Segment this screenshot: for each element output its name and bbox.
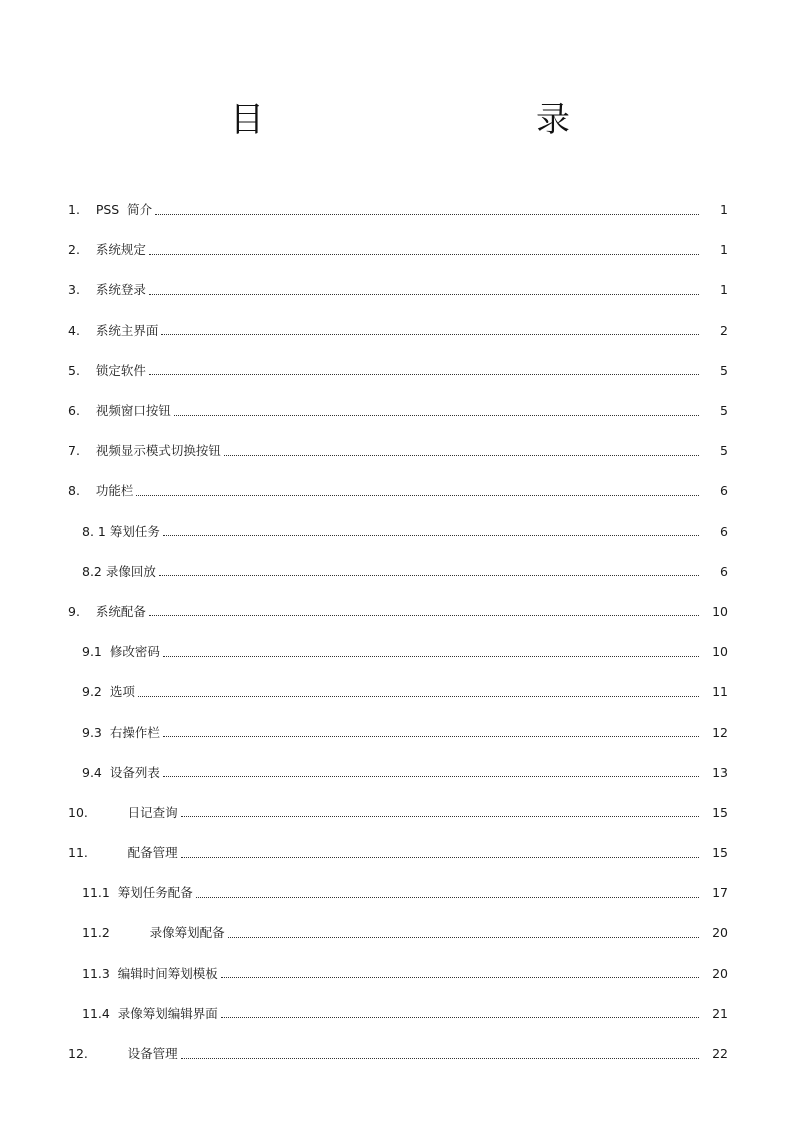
toc-dot-leader — [138, 696, 699, 697]
toc-dot-leader — [221, 1017, 699, 1018]
toc-entry[interactable] — [68, 391, 728, 431]
toc-dot-leader — [149, 294, 699, 295]
toc-entry-label: 9.4 设备列表 — [82, 764, 160, 780]
toc-entry-label: 5. 锁定软件 — [68, 362, 146, 378]
toc-entry-label: 11.3 编辑时间筹划模板 — [82, 965, 218, 981]
toc-entry[interactable] — [68, 632, 728, 672]
toc-entry-label: 9.3 右操作栏 — [82, 724, 160, 740]
toc-entry[interactable] — [68, 512, 728, 552]
toc-entry-page-number: 10 — [712, 603, 728, 619]
toc-entry-label: 11.4 录像筹划编辑界面 — [82, 1005, 218, 1021]
toc-dot-leader — [163, 656, 699, 657]
toc-dot-leader — [228, 937, 699, 938]
toc-entry[interactable] — [68, 913, 728, 953]
toc-entry-label: 8. 1 筹划任务 — [82, 523, 160, 539]
toc-entry-label: 1. PSS 简介 — [68, 202, 153, 218]
page-title: 目 录 — [230, 100, 638, 140]
toc-entry-page-number: 6 — [720, 523, 728, 539]
toc-dot-leader — [163, 776, 699, 777]
toc-dot-leader — [181, 857, 699, 858]
toc-entry-label: 4. 系统主界面 — [68, 322, 159, 338]
toc-dot-leader — [181, 1058, 699, 1059]
toc-dot-leader — [149, 254, 699, 255]
toc-entry-page-number: 5 — [720, 403, 728, 419]
toc-entry-label: 8. 功能栏 — [68, 483, 134, 499]
toc-entry-page-number: 2 — [720, 322, 728, 338]
toc-entry-page-number: 5 — [720, 443, 728, 459]
toc-entry-page-number: 1 — [720, 202, 728, 218]
toc-dot-leader — [159, 575, 699, 576]
toc-entry-page-number: 13 — [712, 764, 728, 780]
toc-entry[interactable] — [68, 190, 728, 230]
toc-entry[interactable] — [68, 994, 728, 1034]
toc-dot-leader — [221, 977, 699, 978]
toc-entry-page-number: 10 — [712, 644, 728, 660]
toc-entry[interactable] — [68, 873, 728, 913]
toc-entry-label: 11. 配备管理 — [68, 845, 178, 861]
toc-entry-label: 9. 系统配备 — [68, 603, 146, 619]
toc-entry-label: 2. 系统规定 — [68, 242, 146, 258]
toc-entry-page-number: 17 — [712, 885, 728, 901]
toc-entry-label: 8.2 录像回放 — [82, 563, 156, 579]
toc-entry-label: 6. 视频窗口按钮 — [68, 403, 171, 419]
toc-entry-page-number: 1 — [720, 242, 728, 258]
toc-dot-leader — [149, 374, 699, 375]
toc-entry[interactable] — [68, 954, 728, 994]
toc-dot-leader — [136, 495, 699, 496]
toc-entry-label: 12. 设备管理 — [68, 1046, 178, 1062]
toc-entry[interactable] — [68, 552, 728, 592]
toc-entry[interactable] — [68, 431, 728, 471]
toc-entry-page-number: 15 — [712, 804, 728, 820]
toc-entry[interactable] — [68, 793, 728, 833]
toc-entry-page-number: 21 — [712, 1005, 728, 1021]
toc-entry[interactable] — [68, 351, 728, 391]
toc-entry-page-number: 11 — [712, 684, 728, 700]
toc-entry-page-number: 20 — [712, 925, 728, 941]
toc-entry-page-number: 20 — [712, 965, 728, 981]
toc-entry[interactable] — [68, 230, 728, 270]
toc-entry[interactable] — [68, 592, 728, 632]
toc-entry-page-number: 6 — [720, 483, 728, 499]
toc-entry-page-number: 22 — [712, 1046, 728, 1062]
toc-entry[interactable] — [68, 672, 728, 712]
toc-entry[interactable] — [68, 270, 728, 310]
toc-entry-label: 9.1 修改密码 — [82, 644, 160, 660]
toc-entry-page-number: 5 — [720, 362, 728, 378]
toc-entry[interactable] — [68, 833, 728, 873]
toc-entry-page-number: 12 — [712, 724, 728, 740]
toc-entry-label: 3. 系统登录 — [68, 282, 146, 298]
toc-entry[interactable] — [68, 712, 728, 752]
toc-entry-label: 11.1 筹划任务配备 — [82, 885, 193, 901]
toc-dot-leader — [196, 897, 699, 898]
toc-entry-page-number: 15 — [712, 845, 728, 861]
toc-entry[interactable] — [68, 753, 728, 793]
toc-dot-leader — [181, 816, 699, 817]
toc-dot-leader — [174, 415, 699, 416]
toc-entry[interactable] — [68, 471, 728, 511]
toc-dot-leader — [163, 535, 699, 536]
toc-dot-leader — [155, 214, 699, 215]
toc-entry-label: 11.2 录像筹划配备 — [82, 925, 225, 941]
toc-dot-leader — [224, 455, 699, 456]
toc-entry-label: 9.2 选项 — [82, 684, 135, 700]
toc-entry[interactable] — [68, 311, 728, 351]
table-of-contents — [68, 190, 728, 1074]
toc-entry-page-number: 1 — [720, 282, 728, 298]
toc-entry[interactable] — [68, 1034, 728, 1074]
toc-dot-leader — [161, 334, 699, 335]
toc-entry-label: 10. 日记查询 — [68, 804, 178, 820]
toc-entry-label: 7. 视频显示模式切换按钮 — [68, 443, 221, 459]
toc-dot-leader — [149, 615, 699, 616]
toc-entry-page-number: 6 — [720, 563, 728, 579]
toc-dot-leader — [163, 736, 699, 737]
